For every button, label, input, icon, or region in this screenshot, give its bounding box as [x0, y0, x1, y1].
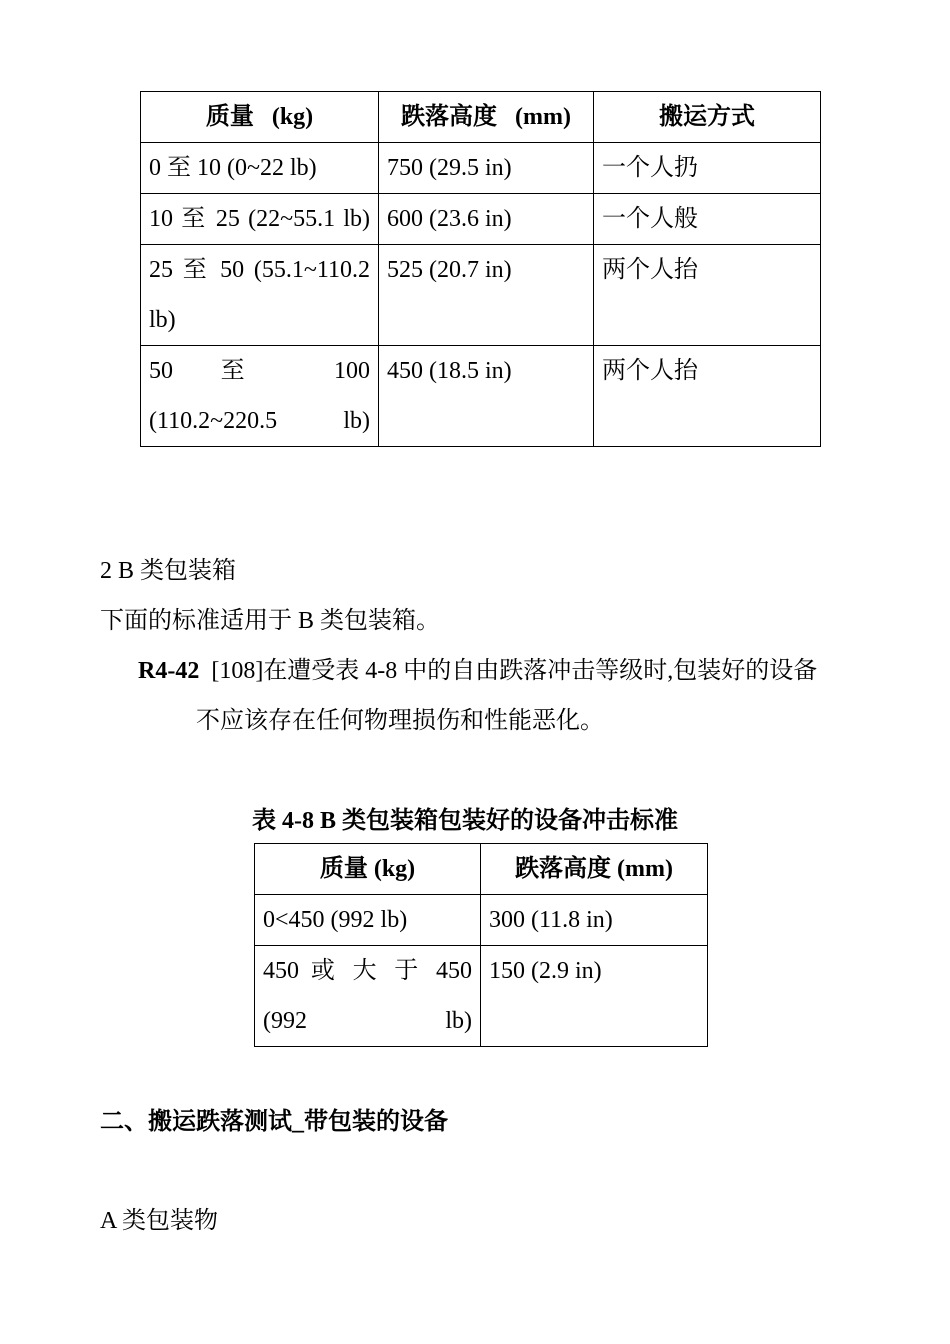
header-drop-height: 跌落高度 (mm): [481, 844, 708, 895]
drop-height-table-b: [254, 843, 708, 1047]
cell-mass: 10 至 25 (22~55.1 lb): [141, 194, 379, 245]
table-row: [255, 946, 708, 1047]
cell-mass: 450 或 大 于 450 (992 lb): [255, 946, 481, 1047]
cell-handling: 两个人抬: [594, 346, 821, 447]
table-row: [141, 245, 821, 346]
header-drop-height: 跌落高度 (mm): [379, 92, 594, 143]
cell-height: 600 (23.6 in): [379, 194, 594, 245]
requirement-line-2: 不应该存在任何物理损伤和性能恶化。: [196, 708, 604, 734]
section-b-intro: 下面的标准适用于 B 类包装箱。: [100, 608, 441, 634]
cell-height: 450 (18.5 in): [379, 346, 594, 447]
table-row: [255, 895, 708, 946]
table-header-row: [255, 844, 708, 895]
cell-height: 525 (20.7 in): [379, 245, 594, 346]
drop-height-table-a: [140, 91, 821, 447]
cell-height: 150 (2.9 in): [481, 946, 708, 1047]
requirement-id: R4-42: [138, 658, 200, 684]
table-row: [141, 194, 821, 245]
header-mass: 质量 (kg): [141, 92, 379, 143]
cell-handling: 一个人般: [594, 194, 821, 245]
cell-mass: 25 至 50 (55.1~110.2 lb): [141, 245, 379, 346]
subsection-heading: A 类包装物: [100, 1208, 219, 1234]
cell-height: 300 (11.8 in): [481, 895, 708, 946]
table-row: [141, 143, 821, 194]
table-header-row: [141, 92, 821, 143]
table-caption: 表 4-8 B 类包装箱包装好的设备冲击标准: [252, 808, 678, 834]
cell-mass: 50 至 100 (110.2~220.5 lb): [141, 346, 379, 447]
section-b-heading: 2 B 类包装箱: [100, 558, 237, 584]
header-handling: 搬运方式: [594, 92, 821, 143]
table-row: [141, 346, 821, 447]
cell-handling: 两个人抬: [594, 245, 821, 346]
header-mass: 质量 (kg): [255, 844, 481, 895]
section-title: 二、搬运跌落测试_带包装的设备: [100, 1109, 448, 1135]
cell-mass: 0<450 (992 lb): [255, 895, 481, 946]
cell-handling: 一个人扔: [594, 143, 821, 194]
cell-height: 750 (29.5 in): [379, 143, 594, 194]
requirement-text: [108]在遭受表 4-8 中的自由跌落冲击等级时,包装好的设备: [211, 658, 818, 684]
requirement-line-1: [138, 656, 817, 686]
cell-mass: 0 至 10 (0~22 lb): [141, 143, 379, 194]
